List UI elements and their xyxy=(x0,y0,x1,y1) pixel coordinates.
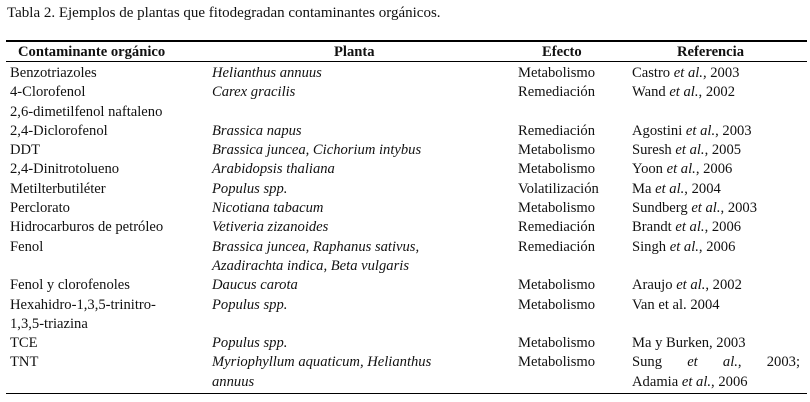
cell-reference xyxy=(632,64,739,83)
reference-etal: et al. xyxy=(675,142,705,159)
table-row xyxy=(0,218,810,237)
cell-effect: Metabolismo xyxy=(518,296,596,313)
header-effect: Efecto xyxy=(542,44,582,60)
reference-year: , 2006 xyxy=(711,373,748,390)
cell-reference xyxy=(632,218,741,237)
cell-contaminant xyxy=(10,199,210,218)
cell-reference xyxy=(632,180,721,199)
cell-contaminant xyxy=(10,238,210,257)
cell-reference xyxy=(632,276,742,295)
cell-line: Arabidopsis thaliana xyxy=(212,161,335,178)
cell-effect: Metabolismo xyxy=(518,161,596,178)
reference-year: , 2006 xyxy=(698,238,736,255)
reference-etal: et al. xyxy=(655,180,685,197)
reference-line xyxy=(632,373,800,392)
cell-line: Fenol y clorofenoles xyxy=(10,277,130,294)
cell-line: Populus spp. xyxy=(212,296,288,313)
reference-etal: et al. xyxy=(666,161,696,178)
cell-line: Perclorato xyxy=(10,200,70,217)
cell-contaminant xyxy=(10,296,210,335)
cell-line: Metilterbutiléter xyxy=(10,180,106,197)
table-row xyxy=(0,296,810,335)
reference-author: Singh xyxy=(632,238,670,255)
cell-effect: Metabolismo xyxy=(518,200,596,217)
table-top-rule xyxy=(6,40,807,42)
cell-contaminant xyxy=(10,122,210,141)
header-contaminant: Contaminante orgánico xyxy=(18,44,166,60)
table-row xyxy=(0,64,810,83)
cell-line: Brassica juncea, Raphanus sativus, xyxy=(212,238,420,255)
reference-author: Sung xyxy=(632,354,688,371)
cell-line: Helianthus annuus xyxy=(212,65,322,81)
cell-line: Populus spp. xyxy=(212,180,288,197)
cell-reference xyxy=(632,334,746,353)
cell-reference xyxy=(632,353,800,392)
cell-line: Myriophyllum aquaticum, Helianthus xyxy=(212,354,432,371)
reference-line xyxy=(632,122,752,141)
reference-author: Adamia xyxy=(632,373,682,390)
reference-etal: et al. xyxy=(669,84,699,101)
cell-line: Nicotiana tabacum xyxy=(212,200,324,217)
reference-etal: et al. xyxy=(676,277,706,294)
table-row xyxy=(0,334,810,353)
reference-author: Sundberg xyxy=(632,200,692,217)
reference-line xyxy=(632,296,720,315)
cell-contaminant xyxy=(10,160,210,179)
cell-contaminant xyxy=(10,334,210,353)
table-row xyxy=(0,180,810,199)
reference-etal: et al. xyxy=(681,373,712,390)
cell-plant xyxy=(212,64,512,83)
table-row xyxy=(0,353,810,392)
cell-line: Hidrocarburos de petróleo xyxy=(10,219,164,236)
table-caption: Tabla 2. Ejemplos de plantas que fitodegradan contaminantes orgánicos. xyxy=(7,5,441,21)
reference-line xyxy=(632,353,800,372)
reference-author: Van et al. 2004 xyxy=(632,296,720,313)
cell-effect: Metabolismo xyxy=(518,277,596,294)
cell-plant xyxy=(212,122,512,141)
reference-year: , 2003 xyxy=(715,122,752,139)
cell-effect: Metabolismo xyxy=(518,142,596,159)
reference-author: Castro xyxy=(632,65,674,81)
cell-line: Brassica juncea, Cichorium intybus xyxy=(212,142,422,159)
cell-effect: Volatilización xyxy=(518,180,599,197)
table-row xyxy=(0,199,810,218)
cell-reference xyxy=(632,296,720,315)
cell-effect: Remediación xyxy=(518,219,595,236)
cell-line: Brassica napus xyxy=(212,122,302,139)
cell-reference xyxy=(632,141,741,160)
reference-etal: et al. xyxy=(673,65,703,81)
cell-contaminant xyxy=(10,180,210,199)
reference-author: Suresh xyxy=(632,142,676,159)
cell-contaminant xyxy=(10,276,210,295)
table-row xyxy=(0,83,810,122)
reference-author: Agostini xyxy=(632,122,686,139)
cell-line: Daucus carota xyxy=(212,277,298,294)
table-row xyxy=(0,276,810,295)
reference-year: , 2006 xyxy=(695,161,733,178)
cell-line: Azadirachta indica, Beta vulgaris xyxy=(212,257,409,274)
reference-etal: et al. xyxy=(685,122,716,139)
cell-plant xyxy=(212,296,512,315)
cell-line: TNT xyxy=(10,354,39,371)
reference-author: Ma y Burken, 2003 xyxy=(632,335,746,352)
reference-author: Ma xyxy=(632,180,656,197)
cell-contaminant xyxy=(10,353,210,372)
cell-line: 4-Clorofenol xyxy=(10,84,86,101)
cell-plant xyxy=(212,160,512,179)
cell-reference xyxy=(632,238,735,257)
cell-plant xyxy=(212,141,512,160)
reference-etal: et al. xyxy=(687,354,738,371)
cell-line: 2,4-Diclorofenol xyxy=(10,122,108,139)
cell-plant xyxy=(212,353,512,392)
cell-effect: Remediación xyxy=(518,238,595,255)
cell-reference xyxy=(632,122,752,141)
cell-contaminant xyxy=(10,64,210,83)
cell-reference xyxy=(632,199,757,218)
reference-year: , 2003 xyxy=(720,200,757,217)
cell-plant xyxy=(212,180,512,199)
cell-line: Fenol xyxy=(10,238,44,255)
cell-plant xyxy=(212,238,512,277)
reference-year: , 2002 xyxy=(705,277,742,294)
cell-plant xyxy=(212,334,512,353)
cell-line: DDT xyxy=(10,142,40,159)
header-reference: Referencia xyxy=(677,44,744,60)
cell-effect: Remediación xyxy=(518,84,595,101)
table-row xyxy=(0,141,810,160)
cell-contaminant xyxy=(10,141,210,160)
reference-etal: et al. xyxy=(669,238,699,255)
cell-reference xyxy=(632,83,735,102)
cell-effect: Metabolismo xyxy=(518,354,596,371)
cell-effect: Metabolismo xyxy=(518,335,596,352)
reference-line xyxy=(632,180,721,199)
reference-author: Wand xyxy=(632,84,670,101)
cell-plant xyxy=(212,218,512,237)
cell-contaminant xyxy=(10,218,210,237)
reference-etal: et al. xyxy=(691,200,721,217)
reference-author: Yoon xyxy=(632,161,667,178)
reference-author: Araujo xyxy=(632,277,677,294)
reference-year: , 2005 xyxy=(704,142,742,159)
reference-line xyxy=(632,276,742,295)
cell-line: Populus spp. xyxy=(212,335,288,352)
cell-effect: Metabolismo xyxy=(518,65,596,81)
reference-line xyxy=(632,334,746,353)
cell-plant xyxy=(212,83,512,102)
cell-plant xyxy=(212,276,512,295)
reference-year: , 2003 xyxy=(702,65,740,81)
cell-line: Carex gracilis xyxy=(212,84,296,101)
table-header-rule xyxy=(6,61,807,62)
cell-line: Vetiveria zizanoides xyxy=(212,219,329,236)
reference-line xyxy=(632,199,757,218)
table-row xyxy=(0,238,810,277)
cell-line: annuus xyxy=(212,373,255,390)
table-row xyxy=(0,122,810,141)
cell-line: TCE xyxy=(10,335,38,352)
reference-line xyxy=(632,160,732,179)
cell-reference xyxy=(632,160,732,179)
cell-line: 2,4-Dinitrotolueno xyxy=(10,161,120,178)
reference-line xyxy=(632,218,741,237)
header-plant: Planta xyxy=(334,44,375,60)
cell-line: 2,6-dimetilfenol naftaleno xyxy=(10,103,163,120)
reference-author: Brandt xyxy=(632,219,676,236)
reference-line xyxy=(632,141,741,160)
cell-plant xyxy=(212,199,512,218)
table-bottom-rule xyxy=(6,393,807,394)
reference-line xyxy=(632,83,735,102)
reference-year: , 2006 xyxy=(704,219,742,236)
cell-effect: Remediación xyxy=(518,122,595,139)
reference-etal: et al. xyxy=(675,219,705,236)
reference-year: , 2004 xyxy=(684,180,721,197)
reference-line xyxy=(632,238,735,257)
cell-line: Hexahidro-1,3,5-trinitro- xyxy=(10,296,156,313)
cell-contaminant xyxy=(10,83,210,122)
reference-line xyxy=(632,64,739,83)
reference-year: , 2003; xyxy=(737,354,800,371)
table-row xyxy=(0,160,810,179)
table-body xyxy=(0,64,810,392)
reference-year: , 2002 xyxy=(698,84,735,101)
cell-line: Benzotriazoles xyxy=(10,65,97,81)
cell-line: 1,3,5-triazina xyxy=(10,315,88,332)
